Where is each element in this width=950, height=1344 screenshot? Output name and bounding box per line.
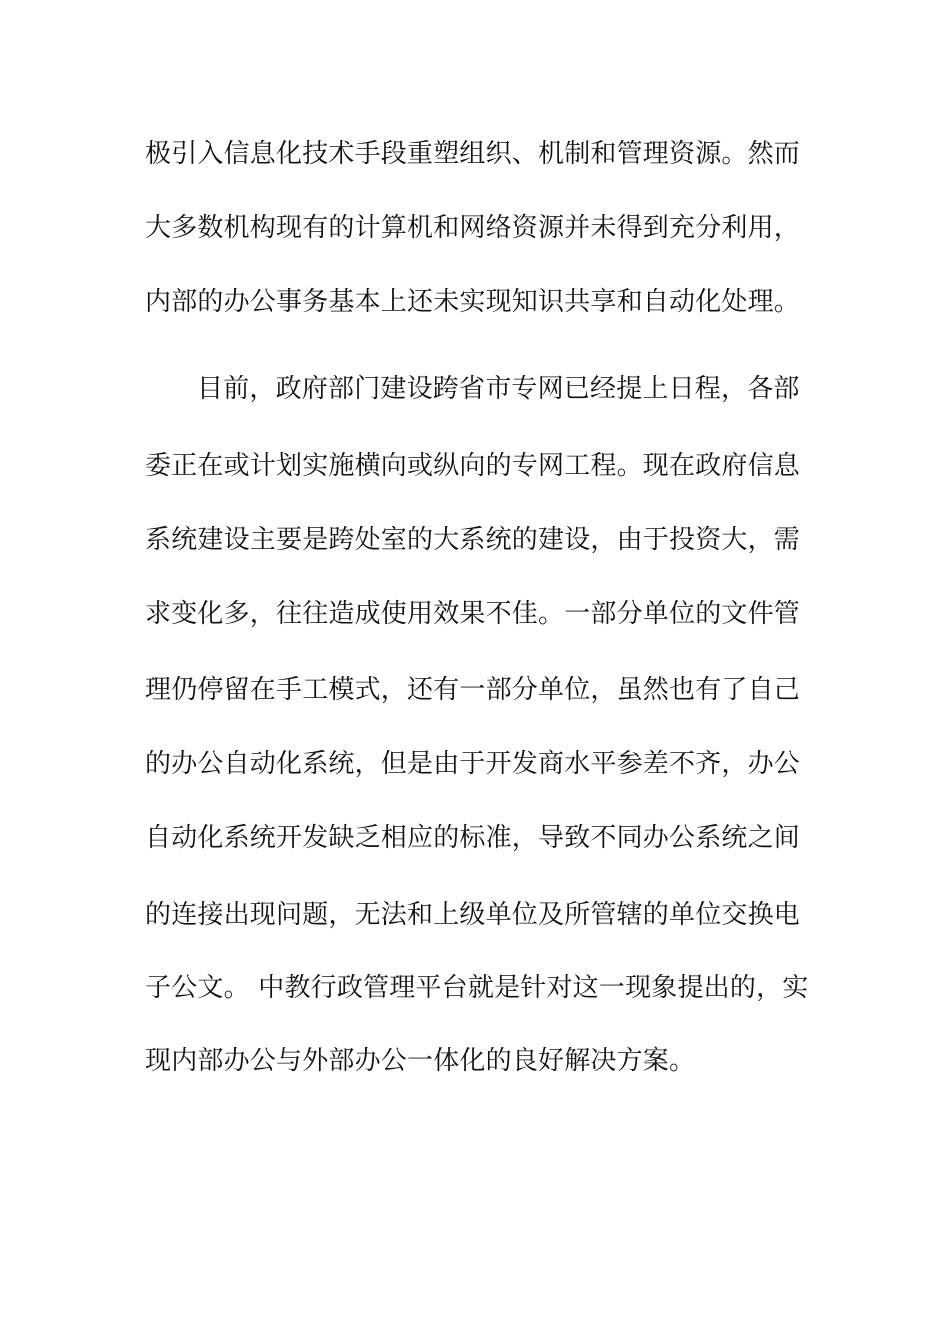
text-line: 系统建设主要是跨处室的大系统的建设，由于投资大，需 [145, 525, 801, 555]
text-line: 理仍停留在手工模式，还有一部分单位，虽然也有了自己 [145, 675, 801, 705]
text-line: 自动化系统开发缺乏相应的标准，导致不同办公系统之间 [145, 823, 801, 853]
text-line: 目前，政府部门建设跨省市专网已经提上日程，各部 [197, 374, 800, 404]
text-line: 极引入信息化技术手段重塑组织、机制和管理资源。然而 [145, 139, 801, 169]
text-line: 内部的办公事务基本上还未实现知识共享和自动化处理。 [145, 287, 801, 317]
text-line: 大多数机构现有的计算机和网络资源并未得到充分利用， [145, 213, 801, 243]
text-line: 子公文。 中教行政管理平台就是针对这一现象提出的，实 [145, 973, 809, 1003]
text-line: 的连接出现问题，无法和上级单位及所管辖的单位交换电 [145, 900, 801, 930]
text-line: 求变化多，往往造成使用效果不佳。一部分单位的文件管 [145, 599, 801, 629]
text-line: 委正在或计划实施横向或纵向的专网工程。现在政府信息 [145, 451, 801, 481]
text-line: 现内部办公与外部办公一体化的良好解决方案。 [145, 1046, 696, 1076]
text-line: 的办公自动化系统，但是由于开发商水平参差不齐，办公 [145, 749, 801, 779]
